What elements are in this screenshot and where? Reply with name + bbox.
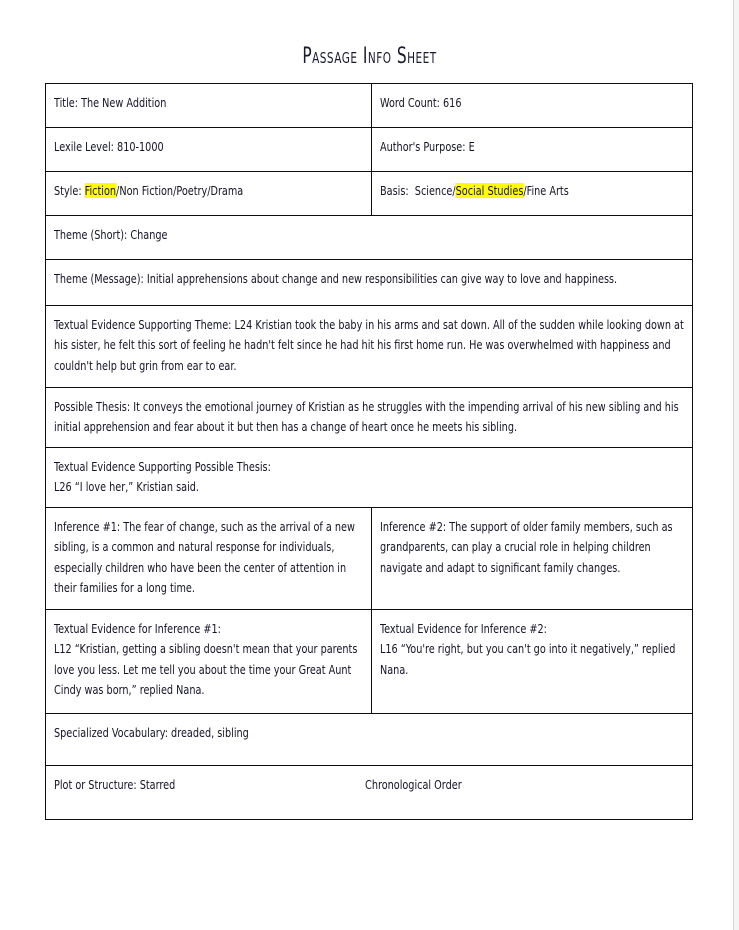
authors-purpose-value: E xyxy=(468,139,475,154)
style-option-fiction[interactable]: Fiction xyxy=(84,183,117,198)
cell-textual-evidence-thesis[interactable] xyxy=(46,447,693,507)
specialized-vocabulary-value: dreaded, sibling xyxy=(171,724,249,740)
cell-title[interactable] xyxy=(46,84,372,128)
possible-thesis-label: Possible Thesis: xyxy=(54,399,131,414)
cell-inference-2[interactable] xyxy=(372,507,693,609)
style-sep-1: / xyxy=(116,183,120,198)
table-row-theme-message xyxy=(46,260,693,306)
plot-structure-primary xyxy=(54,775,175,795)
basis-option-science[interactable]: Science xyxy=(414,183,453,198)
inference-1-label: Inference #1: xyxy=(54,518,121,534)
page-right-gutter xyxy=(734,0,739,930)
theme-short-value: Change xyxy=(130,227,168,242)
cell-lexile-level[interactable] xyxy=(46,128,372,172)
lexile-value: 810-1000 xyxy=(117,139,164,154)
evidence-theme-value: L24 Kristian took the baby in his arms and sat down. All of the sudden while looking down at his sister, he felt this sort of feeling he hadn't felt since he had hit his first home run. He was overwhelmed with happiness and couldn't help but grin from ear to ear. xyxy=(54,317,684,373)
table-row-style-basis xyxy=(46,172,693,216)
table-row-theme-short xyxy=(46,216,693,260)
inference-2-label: Inference #2: xyxy=(380,518,447,534)
evidence-thesis-value: L26 “I love her,” Kristian said. xyxy=(54,479,200,495)
table-row-possible-thesis xyxy=(46,388,693,448)
table-row-textual-evidence-thesis xyxy=(46,447,693,507)
evidence-theme-label: Textual Evidence Supporting Theme: xyxy=(54,317,232,332)
cell-evidence-inference-2[interactable] xyxy=(372,609,693,713)
table-row-inferences xyxy=(46,507,693,609)
passage-info-table xyxy=(45,83,693,820)
cell-specialized-vocabulary[interactable] xyxy=(46,713,693,765)
basis-sep-2: / xyxy=(523,183,527,198)
authors-purpose-label: Author's Purpose: xyxy=(380,139,466,154)
cell-theme-short[interactable] xyxy=(46,216,693,260)
possible-thesis-value: It conveys the emotional journey of Kristian as he struggles with the impending arrival of his new sibling and his initial apprehension and fear about it but then has a change of heart once he meets his sibling. xyxy=(54,399,679,435)
evidence-inference-2-value: L16 “You're right, but you can't go into it negatively,” replied Nana. xyxy=(380,641,676,677)
cell-evidence-inference-1[interactable] xyxy=(46,609,372,713)
inference-1-value: The fear of change, such as the arrival of a new sibling, is a common and natural response for individuals, especially children who have been the center of attention in their families for a long time. xyxy=(54,518,355,595)
style-sep-3: / xyxy=(207,183,211,198)
theme-message-value: Initial apprehensions about change and new responsibilities can give way to love and happiness. xyxy=(146,271,618,286)
style-label: Style: xyxy=(54,183,82,198)
table-row-plot-or-structure xyxy=(46,765,693,819)
table-row-title-wordcount xyxy=(46,84,693,128)
basis-label: Basis: xyxy=(380,183,409,198)
evidence-inference-2-label: Textual Evidence for Inference #2: xyxy=(380,620,547,636)
basis-sep-1: / xyxy=(452,183,456,198)
plot-structure-secondary: Chronological Order xyxy=(365,776,462,792)
cell-basis[interactable] xyxy=(372,172,693,216)
evidence-inference-1-value: L12 “Kristian, getting a sibling doesn't mean that your parents love you less. Let me tell you about the time your Great Aunt Cindy was born,” replied Nana. xyxy=(54,641,358,697)
basis-option-social-studies[interactable]: Social Studies xyxy=(455,183,524,198)
title-label: Title: xyxy=(54,95,78,110)
style-sep-2: / xyxy=(173,183,177,198)
evidence-inference-1-label: Textual Evidence for Inference #1: xyxy=(54,620,221,636)
cell-plot-or-structure[interactable] xyxy=(46,765,693,819)
cell-inference-1[interactable] xyxy=(46,507,372,609)
table-row-lexile-purpose xyxy=(46,128,693,172)
cell-word-count[interactable] xyxy=(372,84,693,128)
table-row-textual-evidence-theme xyxy=(46,306,693,388)
style-option-drama[interactable]: Drama xyxy=(210,183,244,198)
style-option-non-fiction[interactable]: Non Fiction xyxy=(119,183,174,198)
plot-structure-value: Starred xyxy=(139,776,176,792)
page-right-edge xyxy=(733,0,734,930)
theme-short-label: Theme (Short): xyxy=(54,227,128,242)
word-count-label: Word Count: xyxy=(380,95,440,110)
inference-2-value: The support of older family members, such as grandparents, can play a crucial role in helping children navigate and adapt to significant family changes. xyxy=(380,518,673,575)
word-count-value: 616 xyxy=(443,95,462,110)
plot-structure-label: Plot or Structure: xyxy=(54,776,137,792)
cell-authors-purpose[interactable] xyxy=(372,128,693,172)
title-value: The New Addition xyxy=(81,95,167,110)
theme-message-label: Theme (Message): xyxy=(54,271,144,286)
lexile-label: Lexile Level: xyxy=(54,139,114,154)
cell-possible-thesis[interactable] xyxy=(46,388,693,448)
basis-option-fine-arts[interactable]: Fine Arts xyxy=(526,183,569,198)
style-option-poetry[interactable]: Poetry xyxy=(176,183,208,198)
evidence-thesis-label: Textual Evidence Supporting Possible Thesis: xyxy=(54,458,271,474)
specialized-vocabulary-label: Specialized Vocabulary: xyxy=(54,724,168,740)
table-row-evidence-inferences xyxy=(46,609,693,713)
table-row-specialized-vocabulary xyxy=(46,713,693,765)
cell-textual-evidence-theme[interactable] xyxy=(46,306,693,388)
cell-style[interactable] xyxy=(46,172,372,216)
cell-theme-message[interactable] xyxy=(46,260,693,306)
page-title: Passage Info Sheet xyxy=(302,44,437,69)
